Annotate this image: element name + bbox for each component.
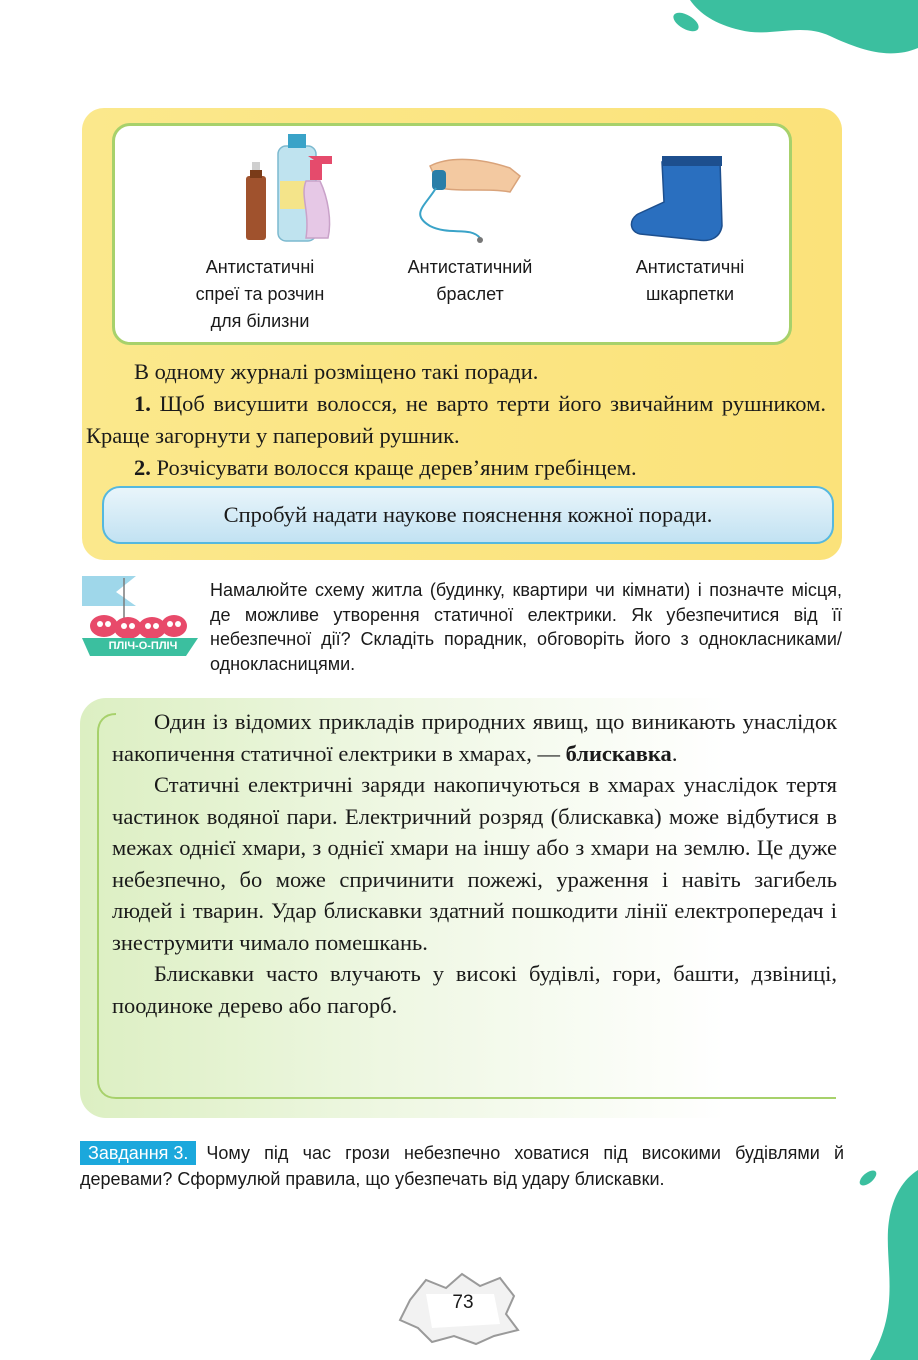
journal-intro: В одному журналі розміщено такі поради.: [134, 359, 539, 384]
antistatic-bracelet-item: [370, 126, 570, 346]
pair-work-badge: ПЛІЧ-О-ПЛІЧ: [108, 640, 178, 652]
journal-advice: [86, 356, 826, 484]
task-prompt-bar: Спробуй надати наукове пояснення кожної поради.: [102, 486, 834, 544]
antistatic-socks-item: [590, 126, 790, 346]
socks-label: Антистатичні шкарпетки: [635, 257, 745, 304]
lightning-p1-end: .: [671, 740, 678, 766]
antistatic-spray-item: [160, 126, 360, 346]
lightning-paragraph-1: [112, 706, 837, 769]
lightning-term: блискавка: [565, 740, 672, 766]
spray-bottles-icon: [160, 126, 360, 251]
pair-work-instructions: Намалюйте схему житла (будинку, квартири чи кімнати) і позначте місця, де можливе утворення статичної електрики. Як убезпечитися від її небезпечної дії? Складіть порадник, обговоріть його з однокласниками/однокласницями.: [210, 580, 842, 674]
bracelet-icon: [370, 126, 570, 251]
page-number-badge: [396, 1270, 506, 1346]
tip-1-number: 1.: [134, 391, 151, 416]
page-number: 73: [452, 1292, 474, 1313]
lightning-text: [112, 706, 837, 1021]
bracelet-label: Антистатичний браслет: [407, 257, 533, 304]
task-3: [80, 1140, 844, 1192]
lightning-paragraph-3: Блискавки часто влучають у високі будівлі, гори, башти, дзвіниці, поодиноке дерево або пагорб.: [112, 961, 837, 1018]
teal-corner-decoration: [660, 0, 918, 70]
sock-icon: [590, 126, 790, 251]
pair-work-text: [210, 578, 842, 676]
journal-tip-2: [86, 452, 826, 484]
antistatic-items-panel: [112, 123, 792, 345]
journal-tip-1: [86, 388, 826, 452]
tip-2-text: Розчісувати волосся краще дерев’яним гребінцем.: [150, 455, 637, 480]
task-3-label: Завдання 3.: [80, 1141, 196, 1165]
lightning-p1-start: Один із відомих прикладів природних явищ, що виникають унаслідок накопичення статичної електрики в хмарах, —: [112, 709, 837, 766]
tip-2-number: 2.: [134, 455, 151, 480]
lightning-paragraph-2: Статичні електричні заряди накопичуються в хмарах унаслідок тертя частинок водяної пари. Електричний розряд (блискавка) може відбутися в межах однієї хмари, з однієї хмари на іншу або з хмари на землю. Це дуже небезпечно, бо може спричинити пожежі, ураження і навіть загибель людей і тварин. Удар блискавки здатний пошкодити лінії електропередач і знеструмити чимало помешкань.: [112, 772, 837, 955]
teal-edge-decoration: [850, 1160, 918, 1360]
task-3-text: Чому під час грози небезпечно ховатися під високими будівлями й деревами? Сформулюй правила, що убезпечать від удару блискавки.: [80, 1143, 844, 1189]
spray-label: Антистатичні спреї та розчин для білизни: [195, 257, 325, 331]
tip-1-text: Щоб висушити волосся, не варто терти його звичайним рушником. Краще загорнути у паперовий рушник.: [86, 391, 826, 448]
